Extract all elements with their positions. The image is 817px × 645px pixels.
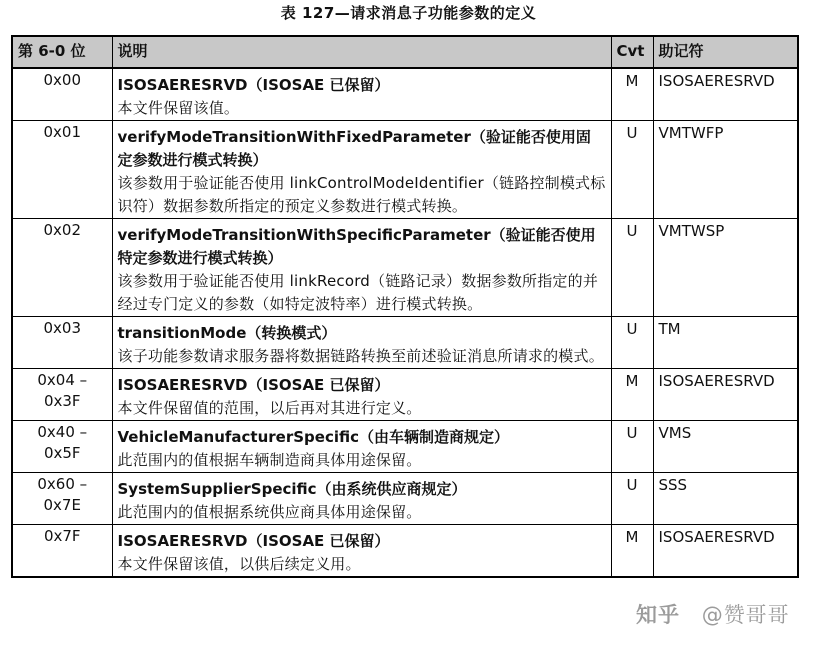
table-row	[12, 525, 798, 578]
value-cell	[12, 421, 112, 473]
parameter-description: 此范围内的值根据系统供应商具体用途保留。	[117, 503, 422, 521]
value-text: 0x02	[43, 221, 81, 239]
description-cell	[112, 68, 611, 121]
cvt-cell: M	[611, 525, 653, 578]
parameter-description: 该参数用于验证能否使用 linkRecord（链路记录）数据参数所指定的并经过专门定义的参数（如特定波特率）进行模式转换。	[117, 272, 599, 313]
description-cell	[112, 317, 611, 369]
parameter-description: 该参数用于验证能否使用 linkControlModeIdentifier（链路控制模式标识符）数据参数所指定的预定义参数进行模式转换。	[117, 174, 606, 215]
parameter-description: 该子功能参数请求服务器将数据链路转换至前述验证消息所请求的模式。	[117, 347, 604, 365]
parameter-name: ISOSAERESRVD（ISOSAE 已保留）	[117, 532, 390, 550]
mnemonic-cell: VMTWSP	[653, 219, 798, 317]
description-cell	[112, 473, 611, 525]
cvt-cell: U	[611, 121, 653, 219]
value-text: 0x01	[43, 123, 81, 141]
table-row	[12, 219, 798, 317]
author-handle: @赞哥哥	[701, 603, 790, 627]
mnemonic-cell: ISOSAERESRVD	[653, 68, 798, 121]
mnemonic-cell: VMTWFP	[653, 121, 798, 219]
value-range-start: 0x04 –	[37, 371, 88, 389]
value-cell	[12, 369, 112, 421]
value-range-start: 0x60 –	[37, 475, 88, 493]
mnemonic-cell: ISOSAERESRVD	[653, 369, 798, 421]
value-text: 0x00	[43, 71, 81, 89]
table-header-row	[12, 36, 798, 68]
description-cell	[112, 121, 611, 219]
cvt-cell: U	[611, 317, 653, 369]
value-cell	[12, 525, 112, 578]
parameter-description: 本文件保留该值，以供后续定义用。	[117, 555, 361, 573]
value-cell	[12, 68, 112, 121]
zhihu-watermark	[636, 599, 790, 629]
parameter-name: SystemSupplierSpecific（由系统供应商规定）	[117, 480, 467, 498]
description-cell	[112, 369, 611, 421]
cvt-cell: M	[611, 68, 653, 121]
mnemonic-cell: VMS	[653, 421, 798, 473]
parameter-name: ISOSAERESRVD（ISOSAE 已保留）	[117, 376, 390, 394]
value-text: 0x7F	[43, 527, 81, 545]
value-cell	[12, 121, 112, 219]
description-cell	[112, 421, 611, 473]
zhihu-logo: 知乎	[636, 603, 680, 627]
parameter-name: verifyModeTransitionWithSpecificParameter（验证能否使用特定参数进行模式转换）	[117, 226, 596, 267]
value-cell	[12, 473, 112, 525]
header-mnemonic: 助记符	[653, 36, 798, 68]
header-cvt: Cvt	[611, 36, 653, 68]
parameter-description: 此范围内的值根据车辆制造商具体用途保留。	[117, 451, 422, 469]
value-range-end: 0x7E	[43, 496, 81, 514]
parameter-name: ISOSAERESRVD（ISOSAE 已保留）	[117, 76, 390, 94]
header-bits: 第 6-0 位	[12, 36, 112, 68]
parameter-description: 本文件保留值的范围，以后再对其进行定义。	[117, 399, 422, 417]
subfunction-parameter-table	[11, 35, 799, 578]
value-range-end: 0x3F	[43, 392, 81, 410]
parameter-name: verifyModeTransitionWithFixedParameter（验证能否使用固定参数进行模式转换）	[117, 128, 591, 169]
header-description: 说明	[112, 36, 611, 68]
mnemonic-cell: ISOSAERESRVD	[653, 525, 798, 578]
table-row	[12, 121, 798, 219]
table-caption: 表 127—请求消息子功能参数的定义	[280, 4, 537, 22]
cvt-cell: U	[611, 473, 653, 525]
mnemonic-cell: SSS	[653, 473, 798, 525]
value-text: 0x03	[43, 319, 81, 337]
description-cell	[112, 219, 611, 317]
value-range-end: 0x5F	[43, 444, 81, 462]
description-cell	[112, 525, 611, 578]
mnemonic-cell: TM	[653, 317, 798, 369]
parameter-name: VehicleManufacturerSpecific（由车辆制造商规定）	[117, 428, 510, 446]
value-cell	[12, 219, 112, 317]
parameter-name: transitionMode（转换模式）	[117, 324, 337, 342]
table-row	[12, 68, 798, 121]
value-range-start: 0x40 –	[37, 423, 88, 441]
table-row	[12, 421, 798, 473]
parameter-description: 本文件保留该值。	[117, 99, 240, 117]
table-row	[12, 369, 798, 421]
table-row	[12, 473, 798, 525]
table-row	[12, 317, 798, 369]
value-cell	[12, 317, 112, 369]
cvt-cell: U	[611, 421, 653, 473]
cvt-cell: M	[611, 369, 653, 421]
cvt-cell: U	[611, 219, 653, 317]
